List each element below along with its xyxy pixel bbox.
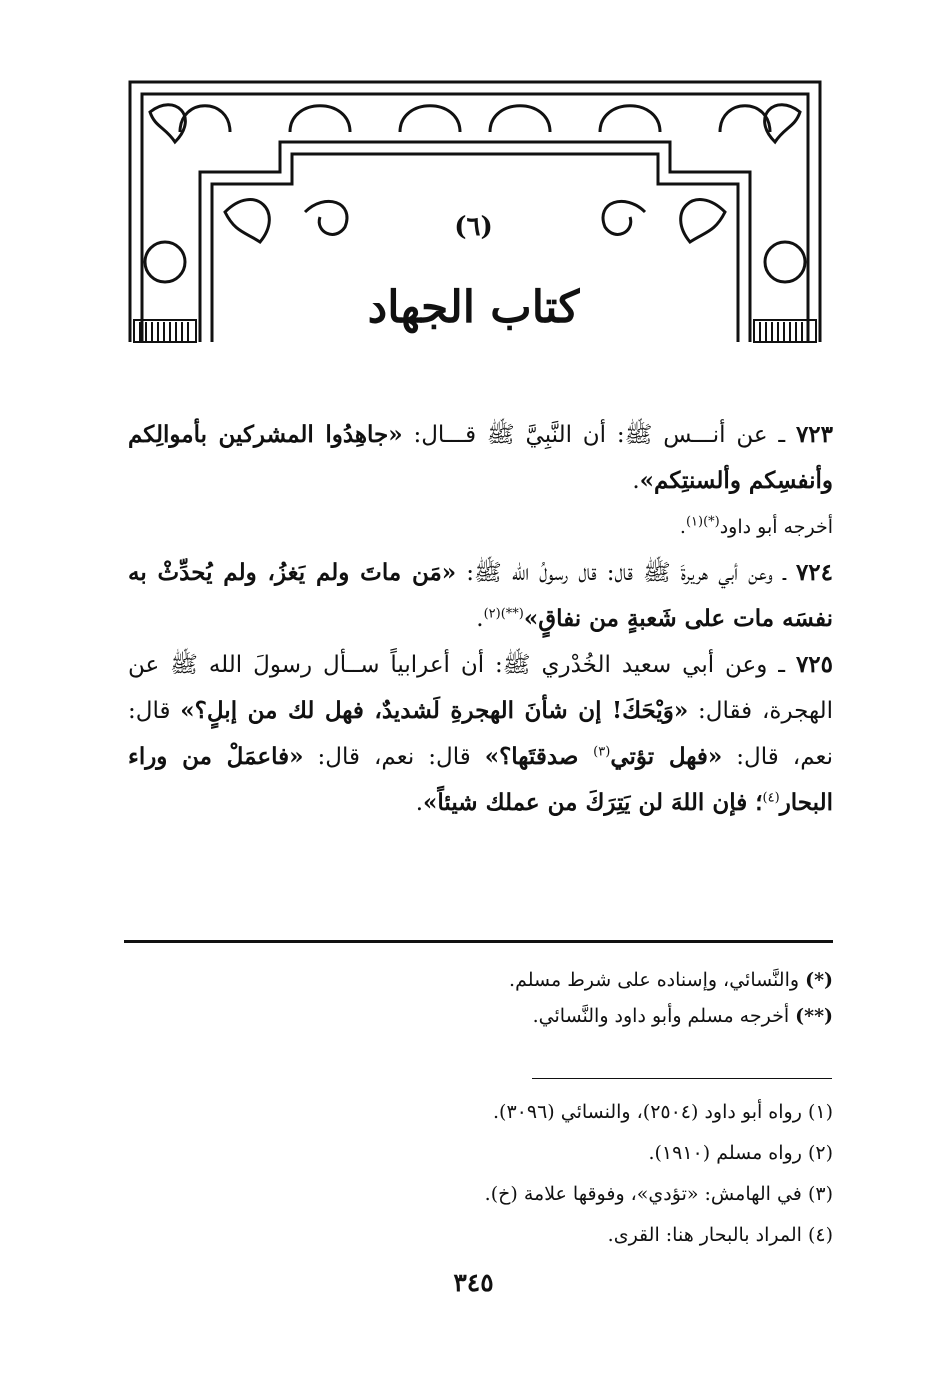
hadith-quote: «جاهِدُوا المشركين بأموالِكم وأنفسِكم وألسنتِكم»: [128, 421, 833, 494]
book-title: كتاب الجهاد: [367, 282, 580, 333]
footnote-number: (٣): [807, 1183, 833, 1205]
chapter-number: (٦): [454, 212, 493, 242]
takhrij-723: [128, 504, 833, 550]
footnote-mark: (*)(١): [685, 514, 720, 530]
hadith-724: [128, 550, 833, 642]
main-text: [128, 412, 833, 826]
hadith-723: [128, 412, 833, 504]
footnote-text: في الهامش: «تؤدي»، وفوقها علامة (خ).: [484, 1183, 808, 1205]
footnotes: [128, 1092, 833, 1256]
hadith-end: .: [415, 790, 424, 816]
hadith-quote: «فهل تؤتي: [610, 743, 723, 770]
footnotes-divider: [532, 1078, 832, 1079]
footnote-number: (٤): [807, 1224, 833, 1246]
star-note-text: أخرجه مسلم وأبو داود والنَّسائي.: [532, 1005, 796, 1027]
star-note: [128, 998, 833, 1034]
hadith-text: قال: نعم، قال:: [303, 744, 485, 770]
page-number: ٣٤٥: [453, 1268, 494, 1297]
footnote: [128, 1174, 833, 1215]
star-mark: (**): [795, 1005, 833, 1027]
footnote-number: (١): [807, 1101, 833, 1123]
footnote: [128, 1092, 833, 1133]
hadith-725: [128, 642, 833, 826]
star-mark: (*): [805, 969, 833, 991]
star-notes: [128, 962, 833, 1034]
hadith-intro: ـ وعن أبي سعيد الخُدْري ﷺ: أن أعرابياً ســأل رسولَ الله ﷺ عن الهجرة، فقال:: [128, 652, 833, 724]
footnote: [128, 1215, 833, 1256]
footnote-mark: (٤): [762, 790, 780, 806]
hadith-number: ٧٢٣: [795, 421, 834, 448]
hadith-quote: «وَيْحَكَ! إن شأنَ الهجرةِ لَشديدٌ، فهل لك من إبلٍ؟»: [180, 697, 689, 724]
footnote-mark: (٣): [593, 744, 611, 760]
hadith-end: .: [632, 468, 640, 494]
hadith-intro: ـ وعن أبي هريرةَ ﷺ قال: قال رسولُ الله ﷺ:: [456, 560, 796, 586]
footnote-mark: (**)(٢): [483, 606, 524, 622]
hadith-number: ٧٢٥: [795, 651, 833, 678]
hadith-end: .: [476, 606, 484, 632]
takhrij-end: .: [679, 516, 686, 538]
hadith-number: ٧٢٤: [795, 559, 834, 586]
hadith-quote: صدقتَها؟»: [484, 743, 594, 770]
takhrij-text: أخرجه أبو داود: [719, 516, 833, 538]
footnote-text: المراد بالبحار هنا: القرى.: [607, 1224, 808, 1246]
hadith-quote: ؛ فإن اللهَ لن يَتِرَكَ من عملك شيئاً»: [423, 789, 763, 816]
footnote-number: (٢): [807, 1142, 833, 1164]
footnote-text: رواه أبو داود (٢٥٠٤)، والنسائي (٣٠٩٦).: [493, 1101, 808, 1123]
hadith-quote: «مَن ماتَ ولم يَغزُ، ولم يُحدِّثْ به نفسَه مات على شَعبةٍ من نفاقٍ»: [128, 559, 833, 632]
footnote: [128, 1133, 833, 1174]
star-note: [128, 962, 833, 998]
hadith-quote: «فاعمَلْ من وراء البحار: [128, 743, 833, 816]
hadith-text: قال: نعم، قال:: [128, 698, 834, 770]
footnote-text: رواه مسلم (١٩١٠).: [648, 1142, 808, 1164]
hadith-intro: ـ عن أنـــس ﷺ: أن النَّبِيَّ ﷺ قـــال:: [402, 422, 796, 448]
notes-divider: [124, 940, 833, 943]
star-note-text: والنَّسائي، وإسناده على شرط مسلم.: [509, 969, 806, 991]
